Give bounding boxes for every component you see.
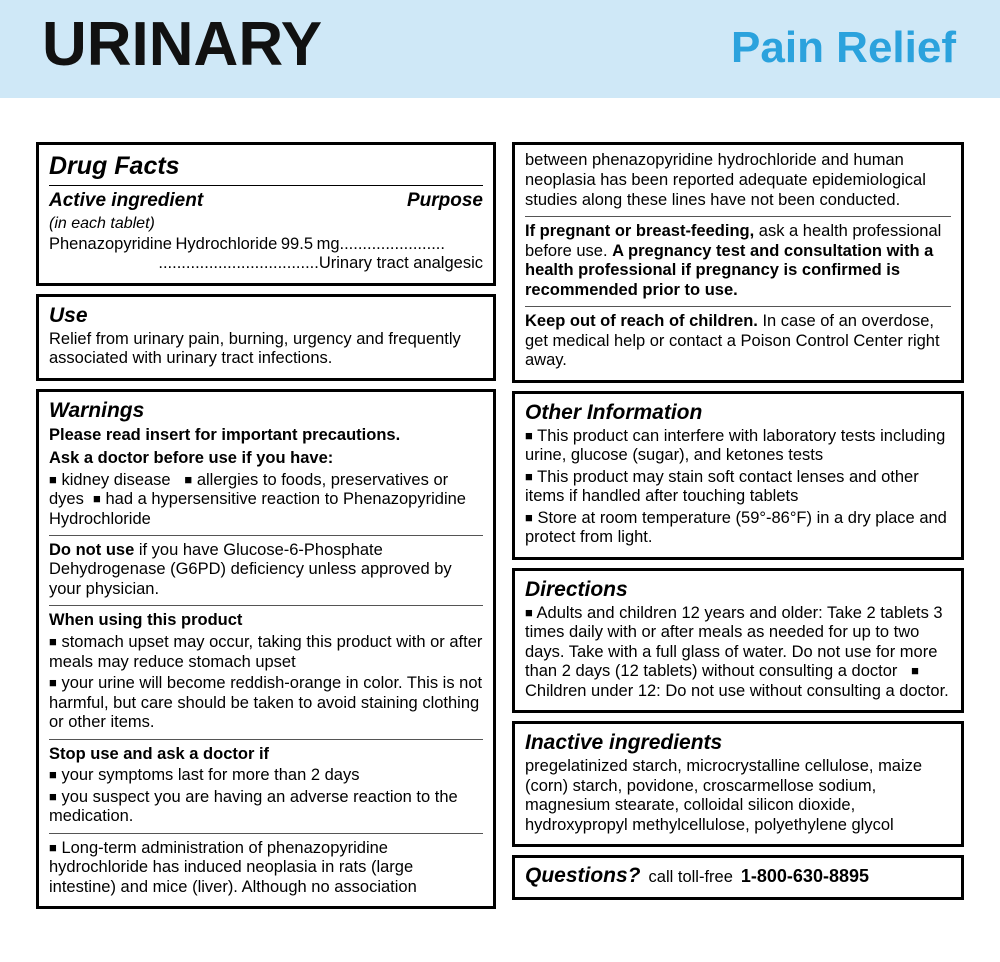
page-title: URINARY (42, 10, 323, 79)
neoplasia-note: ■ Long-term administration of phenazopyridine hydrochloride has induced neoplasia in rats (large intestine) and mice (liver). Although no association (49, 838, 417, 896)
when-using-item-2: ■ your urine will become reddish-orange in color. This is not harmful, but care should be taken to avoid staining clothing or other items. (49, 674, 483, 732)
bullet-icon: ■ (911, 663, 920, 679)
other-info-item-2: ■ This product may stain soft contact lenses and other items if handled after touching tablets (525, 467, 919, 506)
do-not-use-label: Do not use (49, 540, 135, 559)
directions-heading: Directions (525, 577, 628, 601)
header-band (0, 0, 1000, 98)
stop-use-item-1: ■ your symptoms last for more than 2 days (49, 766, 360, 785)
divider (49, 185, 483, 186)
divider (49, 833, 483, 834)
panel-active-ingredient (36, 142, 496, 286)
bullet-icon: ■ (525, 604, 533, 620)
pregnancy-note (525, 222, 951, 300)
ask-doctor-items: ■ kidney disease ■ allergies to foods, preservatives or dyes ■ had a hypersensitive reaction to Phenazopyridine Hydrochloride (49, 470, 466, 528)
other-info-item-3: ■ Store at room temperature (59°-86°F) in a dry place and protect from light. (525, 508, 947, 547)
use-heading: Use (49, 303, 88, 327)
bullet-icon: ■ (49, 471, 57, 487)
other-information-heading: Other Information (525, 400, 703, 424)
bullet-icon: ■ (184, 471, 193, 487)
panel-directions (512, 568, 964, 714)
warnings-continuation: between phenazopyridine hydrochloride and human neoplasia has been reported adequate epidemiological studies along these lines have not been conducted. (525, 151, 926, 209)
pregnancy-bold-rest: A pregnancy test and consultation with a health professional if pregnancy is confirmed is recommended prior to use. (525, 241, 934, 299)
children-bold-lead: Keep out of reach of children. (525, 312, 758, 331)
warnings-heading: Warnings (49, 398, 145, 422)
other-info-item-1: ■ This product can interfere with laboratory tests including urine, glucose (sugar), and ketones tests (525, 426, 946, 465)
divider (525, 216, 951, 217)
panel-other-information (512, 391, 964, 560)
bullet-icon: ■ (49, 767, 57, 783)
bullet-icon: ■ (49, 839, 57, 855)
left-column (36, 142, 496, 917)
directions-items: ■ Adults and children 12 years and older: Take 2 tablets 3 times daily with or after meals as needed for up to two days. Take with a full glass of water. Do not use for more than 2 days (12 tablets) without consulting a doctor ■ Children under 12: Do not use without consulting a doctor. (525, 603, 949, 700)
do-not-use-text: if you have Glucose-6-Phosphate Dehydrogenase (G6PD) deficiency unless approved by your physician. (49, 540, 452, 598)
questions-phone[interactable]: 1-800-630-8895 (740, 866, 869, 887)
ask-doctor-heading: Ask a doctor before use if you have: (49, 448, 334, 467)
panel-inactive-ingredients (512, 721, 964, 847)
inactive-ingredients-heading: Inactive ingredients (525, 731, 723, 755)
questions-label: Questions? (525, 864, 641, 888)
header-subtitle: Pain Relief (731, 23, 956, 72)
bullet-icon: ■ (49, 788, 57, 804)
children-text: In case of an overdose, get medical help or contact a Poison Control Center right away. (525, 312, 940, 370)
bullet-icon: ■ (93, 491, 101, 507)
bullet-icon: ■ (525, 509, 533, 525)
panel-use (36, 294, 496, 381)
active-ingredient-heading: Active ingredient (49, 189, 204, 211)
bullet-icon: ■ (49, 675, 57, 691)
use-text: Relief from urinary pain, burning, urgency and frequently associated with urinary tract infections. (49, 329, 461, 368)
stop-use-item-2: ■ you suspect you are having an adverse reaction to the medication. (49, 787, 458, 826)
divider (525, 306, 951, 307)
purpose-heading: Purpose (406, 189, 483, 211)
panel-questions (512, 855, 964, 900)
when-using-item-1: ■ stomach upset may occur, taking this product with or after meals may reduce stomach upset (49, 633, 483, 671)
bullet-icon: ■ (525, 427, 533, 443)
questions-text: call toll-free (648, 868, 733, 887)
divider (49, 605, 483, 606)
warnings-insert-note: Please read insert for important precautions. (49, 425, 401, 444)
children-note (525, 312, 951, 370)
stop-use-heading: Stop use and ask a doctor if (49, 744, 270, 763)
divider (49, 535, 483, 536)
pregnancy-normal-mid: ask a health professional before use. (525, 222, 942, 260)
active-ingredient-sub: (in each tablet) (49, 214, 155, 232)
drug-facts-title: Drug Facts (49, 152, 180, 180)
panel-warnings (36, 389, 496, 909)
active-ingredient-line2: ...................................Urinary tract analgesic (158, 254, 483, 273)
inactive-ingredients-text: pregelatinized starch, microcrystalline cellulose, maize (corn) starch, povidone, croscarmellose sodium, magnesium stearate, colloidal silicon dioxide, hydroxypropyl methylcellulose, polyethylene glycol (525, 757, 923, 834)
pregnancy-bold-lead: If pregnant or breast-feeding, (525, 222, 755, 241)
right-column (512, 142, 964, 908)
divider (49, 739, 483, 740)
active-ingredient-line1: Phenazopyridine Hydrochloride 99.5 mg....................... (49, 234, 445, 253)
do-not-use-line (49, 541, 483, 599)
when-using-heading: When using this product (49, 611, 243, 630)
bullet-icon: ■ (49, 634, 57, 650)
panel-warnings-continued (512, 142, 964, 383)
bullet-icon: ■ (525, 468, 533, 484)
